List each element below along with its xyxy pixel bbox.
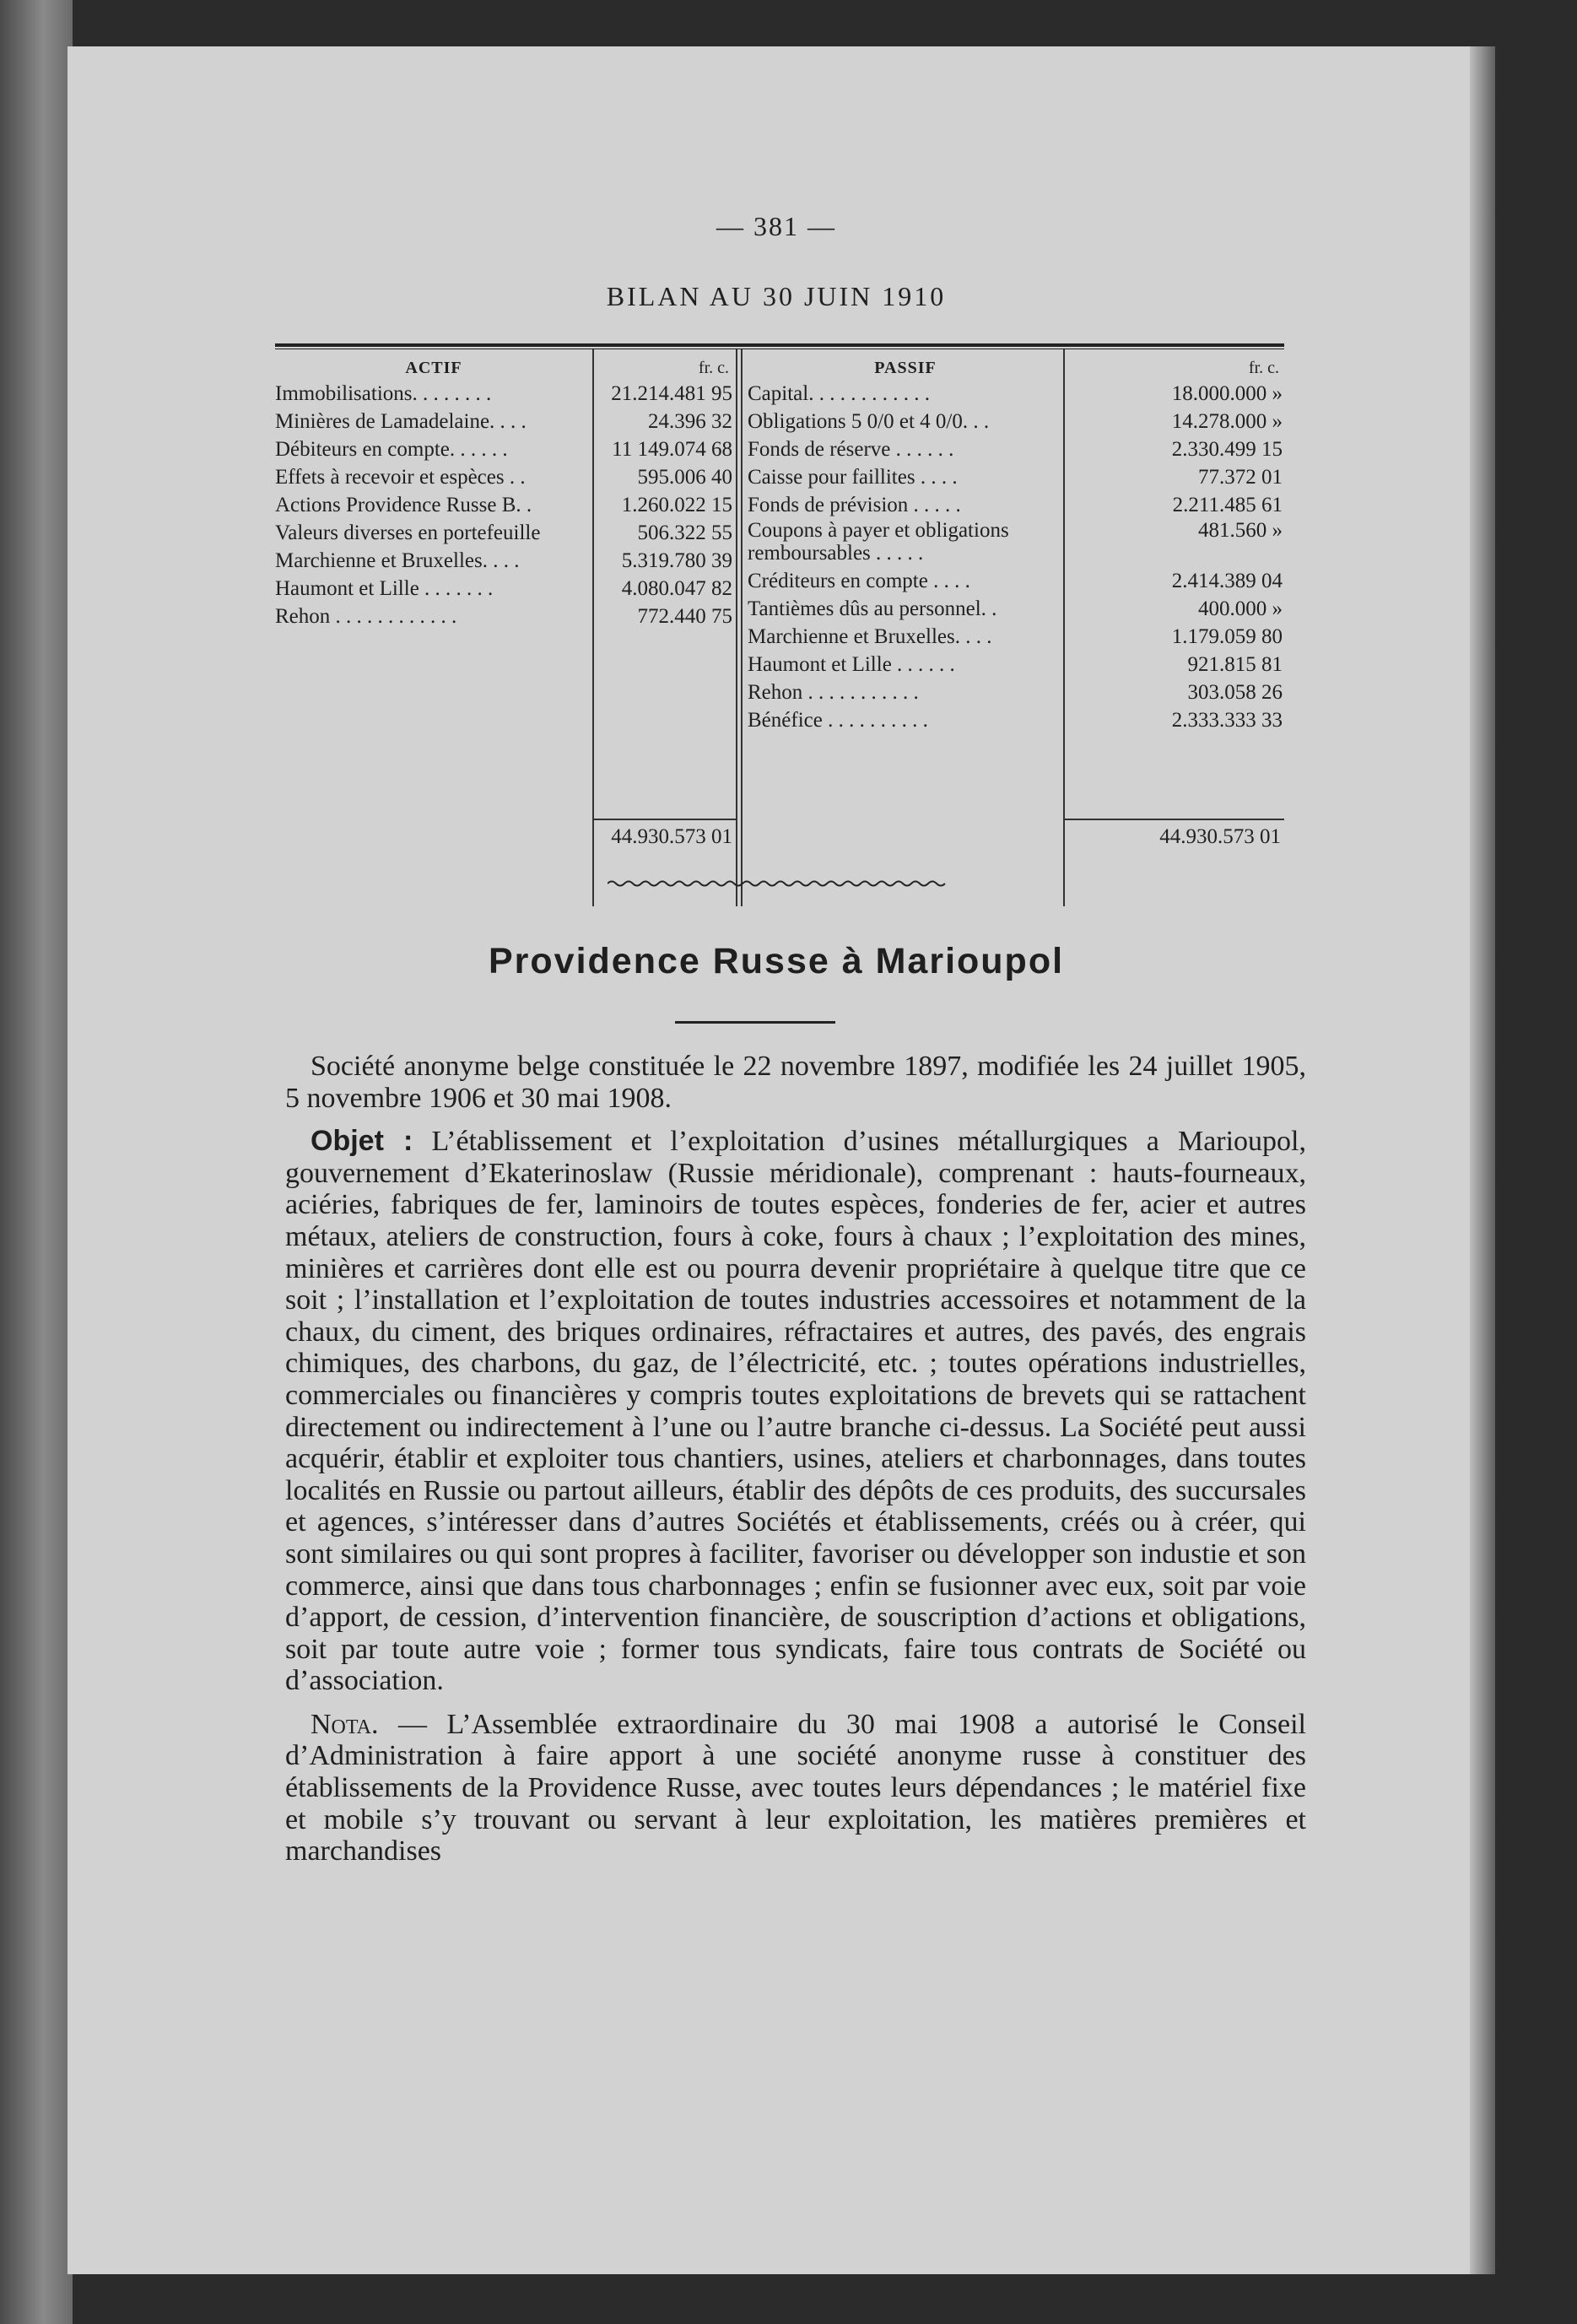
passif-row-amount-5: 481.560 »	[1198, 519, 1283, 542]
actif-row-amount-8: 772.440 75	[637, 605, 732, 628]
passif-row-label-11: Bénéfice . . . . . . . . . .	[748, 709, 928, 732]
actif-row-amount-4: 1.260.022 15	[621, 494, 732, 516]
page-number: — 381 —	[716, 211, 836, 241]
actif-row-amount-0: 21.214.481 95	[611, 382, 732, 405]
passif-row-label-4: Fonds de prévision . . . . .	[748, 494, 961, 516]
scan-binding-edge	[0, 0, 73, 2324]
passif-row-label-2: Fonds de réserve . . . . . .	[748, 438, 954, 461]
passif-row-label-10: Rehon . . . . . . . . . . .	[748, 681, 919, 704]
wavy-divider	[608, 878, 949, 889]
actif-row-label-8: Rehon . . . . . . . . . . . .	[275, 605, 457, 628]
passif-row-amount-11: 2.333.333 33	[1171, 709, 1283, 732]
nota-text: — L’Assemblée extraordinaire du 30 mai 1908 a autorisé le Conseil d’Administration à faire apport à une société anonyme russe à constituer des établissements de la Providence Russe, avec toutes leurs dépendances ; le matériel fixe et mobile s’y trouvant ou servant à leur exploitation, les matières premières et marchandises	[285, 1708, 1307, 1867]
passif-row-amount-4: 2.211.485 61	[1172, 494, 1283, 516]
title-rule	[675, 1021, 835, 1024]
document-page	[68, 46, 1485, 2274]
passif-amounts-column	[1063, 349, 1284, 906]
actif-row-label-1: Minières de Lamadelaine. . . .	[275, 410, 527, 433]
actif-row-label-7: Haumont et Lille . . . . . . .	[275, 577, 494, 600]
actif-row-amount-3: 595.006 40	[637, 466, 732, 489]
passif-row-amount-7: 400.000 »	[1198, 597, 1283, 620]
actif-row-amount-7: 4.080.047 82	[621, 577, 732, 600]
passif-labels-column	[743, 349, 1063, 906]
actif-amounts-column	[592, 349, 736, 906]
objet-text: L’établissement et l’exploitation d’usines métallurgiques a Marioupol, gouvernement d’Ekaterinoslaw (Russie méridionale), comprenant : hauts-fourneaux, aciéries, fabriques de fer, laminoirs de toutes espèces, fonderies de fer, acier et autres métaux, ateliers de construction, fours à coke, fours à chaux ; l’exploitation des mines, minières et carrières dont elle est ou pourra devenir propriétaire à quelque titre que ce soit ; l’installation et l’exploitation de toutes industries accessoires et notamment de la chaux, du ciment, des briques ordinaires, réfractaires et autres, des pavés, des engrais chimiques, des charbons, du gaz, de l’électricité, etc. ; toutes opérations industrielles, commerciales ou financières y compris toutes exploitations de brevets qui se rattachent directement ou indirectement à l’une ou l’autre branche ci-dessus. La Société peut aussi acquérir, établir et exploiter tous chantiers, usines, ateliers et charbonnages, dans toutes localités en Russie ou partout ailleurs, établir des dépôts de ces produits, des succursales et agences, s’intéresser dans d’autres Sociétés et établissements, créés ou à créer, qui sont similaires ou qui sont propres à faciliter, favoriser ou développer son industie et son commerce, ainsi que dans tous charbonnages ; enfin se fusionner avec eux, soit par voie d’apport, de cession, d’intervention financière, de souscription d’actions et obligations, soit par toute autre voie ; former tous syndicats, faire tous contrats de Société ou d’association.	[285, 1126, 1306, 1697]
passif-row-label-7: Tantièmes dûs au personnel. .	[748, 597, 997, 620]
passif-row-label-0: Capital. . . . . . . . . . . .	[748, 382, 930, 405]
column-separator	[736, 349, 743, 906]
table-top-rule	[275, 343, 1284, 349]
passif-row-amount-8: 1.179.059 80	[1171, 625, 1283, 648]
actif-labels-column	[275, 349, 592, 906]
passif-row-amount-3: 77.372 01	[1198, 466, 1283, 489]
nota-label: Nota.	[311, 1708, 379, 1740]
nota-paragraph	[285, 1709, 1306, 1867]
actif-row-label-5: Valeurs diverses en portefeuille	[275, 522, 541, 544]
actif-unit: fr. c.	[698, 359, 729, 377]
body-text	[285, 1051, 1306, 1879]
actif-row-amount-2: 11 149.074 68	[612, 438, 732, 461]
actif-total: 44.930.573 01	[594, 819, 736, 854]
actif-row-label-0: Immobilisations. . . . . . . .	[275, 382, 492, 405]
actif-header: ACTIF	[405, 359, 462, 377]
actif-row-label-2: Débiteurs en compte. . . . . .	[275, 438, 508, 461]
actif-row-label-6: Marchienne et Bruxelles. . . .	[275, 549, 520, 572]
passif-header: PASSIF	[874, 359, 937, 377]
passif-total: 44.930.573 01	[1065, 819, 1284, 854]
objet-label: Objet :	[311, 1125, 413, 1158]
passif-row-label-9: Haumont et Lille . . . . . .	[748, 653, 955, 676]
objet-paragraph	[285, 1126, 1306, 1697]
actif-row-amount-1: 24.396 32	[648, 410, 732, 433]
passif-row-label-8: Marchienne et Bruxelles. . . .	[748, 625, 992, 648]
bilan-title: BILAN AU 30 JUIN 1910	[606, 281, 947, 311]
passif-row-label-1: Obligations 5 0/0 et 4 0/0. . .	[748, 410, 990, 433]
passif-row-label-3: Caisse pour faillites . . . .	[748, 466, 958, 489]
actif-row-amount-5: 506.322 55	[637, 522, 732, 544]
intro-paragraph: Société anonyme belge constituée le 22 novembre 1897, modifiée les 24 juillet 1905, 5 novembre 1906 et 30 mai 1908.	[285, 1051, 1306, 1114]
actif-row-label-4: Actions Providence Russe B. .	[275, 494, 532, 516]
company-title: Providence Russe à Marioupol	[488, 941, 1065, 981]
page-edge-right	[1470, 46, 1495, 2274]
actif-row-label-3: Effets à recevoir et espèces . .	[275, 466, 526, 489]
passif-row-label-5: Coupons à payer et obligations remboursables . . . . .	[748, 519, 1009, 565]
bilan-table	[275, 343, 1284, 906]
passif-row-label-6: Créditeurs en compte . . . .	[748, 570, 970, 592]
actif-row-amount-6: 5.319.780 39	[621, 549, 732, 572]
passif-row-amount-10: 303.058 26	[1187, 681, 1283, 704]
passif-row-amount-1: 14.278.000 »	[1171, 410, 1283, 433]
passif-row-amount-9: 921.815 81	[1187, 653, 1283, 676]
passif-row-amount-2: 2.330.499 15	[1171, 438, 1283, 461]
passif-row-amount-0: 18.000.000 »	[1171, 382, 1283, 405]
passif-unit: fr. c.	[1248, 359, 1279, 377]
passif-row-amount-6: 2.414.389 04	[1171, 570, 1283, 592]
